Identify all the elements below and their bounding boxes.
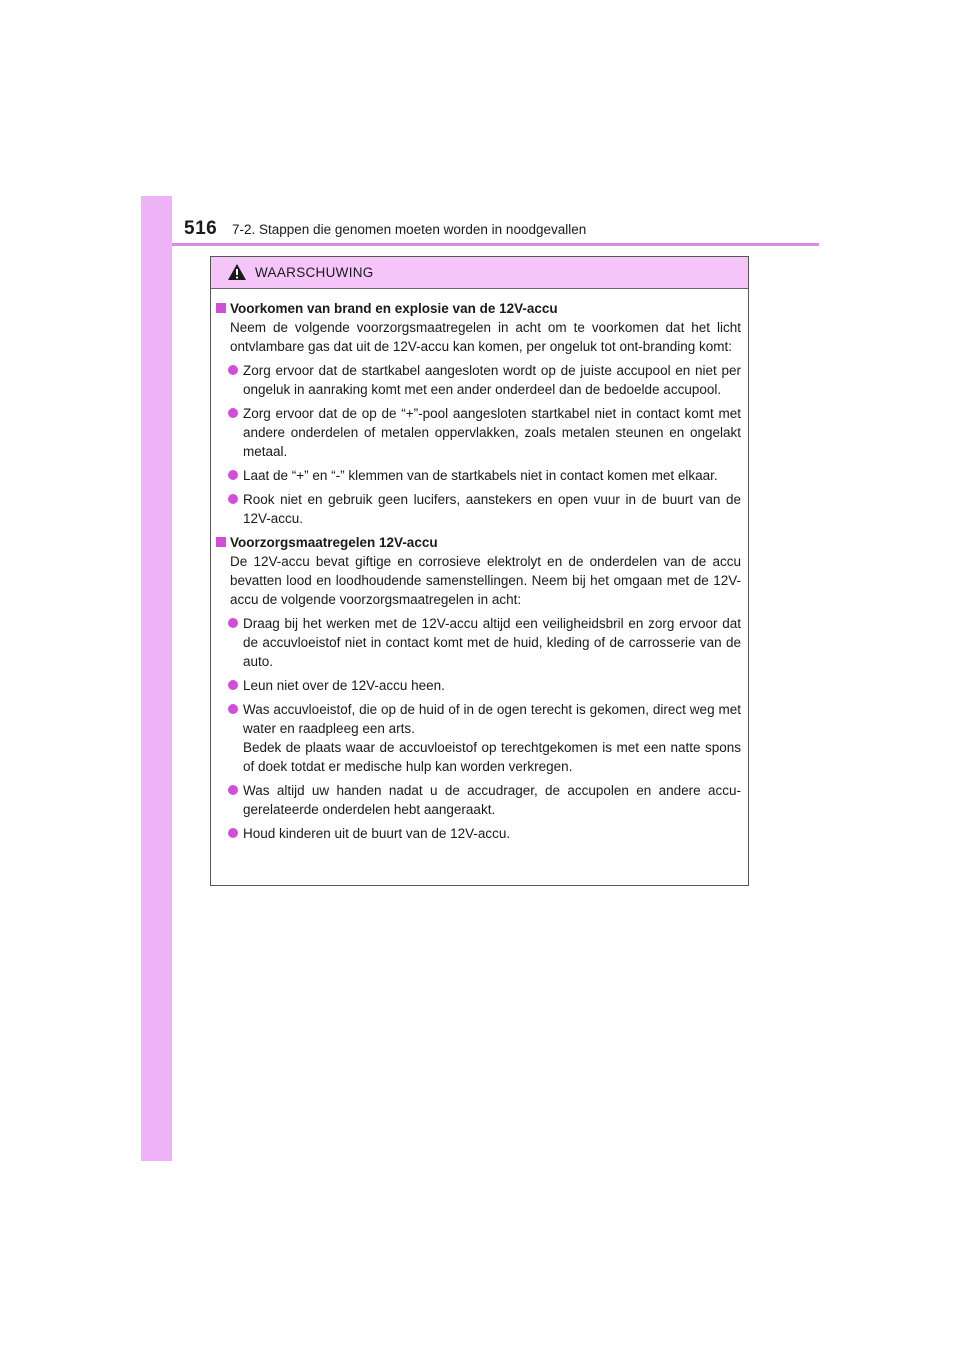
chapter-title: 7-2. Stappen die genomen moeten worden in noodgevallen — [232, 222, 587, 237]
section-heading-fire: Voorkomen van brand en explosie van de 12V-accu — [211, 299, 748, 318]
warning-header — [211, 257, 748, 289]
round-bullet-icon — [228, 365, 238, 375]
list-item: Zorg ervoor dat de startkabel aangesloten wordt op de juiste accupool en niet per ongeluk in aanraking komt met een ander onderdeel dan de bedoelde accupool. — [211, 361, 748, 399]
warning-box — [210, 256, 749, 886]
round-bullet-icon — [228, 470, 238, 480]
list-item: Leun niet over de 12V-accu heen. — [211, 676, 748, 695]
square-bullet-icon — [216, 537, 226, 547]
header-divider — [172, 243, 819, 246]
list-item: Laat de “+” en “-” klemmen van de startkabels niet in contact komen met elkaar. — [211, 466, 748, 485]
list-item: Rook niet en gebruik geen lucifers, aanstekers en open vuur in de buurt van de 12V-accu. — [211, 490, 748, 528]
section-heading-battery: Voorzorgsmaatregelen 12V-accu — [211, 533, 748, 552]
warning-triangle-icon — [227, 263, 247, 286]
list-item: Was altijd uw handen nadat u de accudrager, de accupolen en andere accu-gerelateerde onderdelen hebt aangeraakt. — [211, 781, 748, 819]
round-bullet-icon — [228, 618, 238, 628]
round-bullet-icon — [228, 704, 238, 714]
round-bullet-icon — [228, 494, 238, 504]
round-bullet-icon — [228, 785, 238, 795]
square-bullet-icon — [216, 303, 226, 313]
round-bullet-icon — [228, 680, 238, 690]
list-item: Houd kinderen uit de buurt van de 12V-accu. — [211, 824, 748, 843]
round-bullet-icon — [228, 828, 238, 838]
list-item: Zorg ervoor dat de op de “+”-pool aangesloten startkabel niet in contact komt met andere onderdelen of metalen oppervlakken, zoals metalen steunen en ongelakt metaal. — [211, 404, 748, 461]
section-intro: Neem de volgende voorzorgsmaatregelen in acht om te voorkomen dat het licht ontvlambare gas dat uit de 12V-accu kan komen, per ongeluk tot ont-branding komt: — [230, 320, 741, 354]
list-item: Was accuvloeistof, die op de huid of in de ogen terecht is gekomen, direct weg met water en raadpleeg een arts. Bedek de plaats waar de accuvloeistof op terechtgekomen is met een natte spons of doek totdat er medische hulp kan worden verkregen. — [211, 700, 748, 776]
warning-body — [211, 299, 748, 843]
section-intro: De 12V-accu bevat giftige en corrosieve elektrolyt en de onderdelen van de accu bevatten lood en loodhoudende samenstellingen. Neem bij het omgaan met de 12V-accu de volgende voorzorgsmaatregelen in acht: — [230, 554, 741, 607]
list-item: Draag bij het werken met de 12V-accu altijd een veiligheidsbril en zorg ervoor dat de accuvloeistof niet in contact komt met de huid, kleding of de carrosserie van de auto. — [211, 614, 748, 671]
side-color-strip — [141, 196, 172, 1161]
page-number: 516 — [184, 218, 218, 239]
round-bullet-icon — [228, 408, 238, 418]
warning-title: WAARSCHUWING — [255, 265, 374, 280]
